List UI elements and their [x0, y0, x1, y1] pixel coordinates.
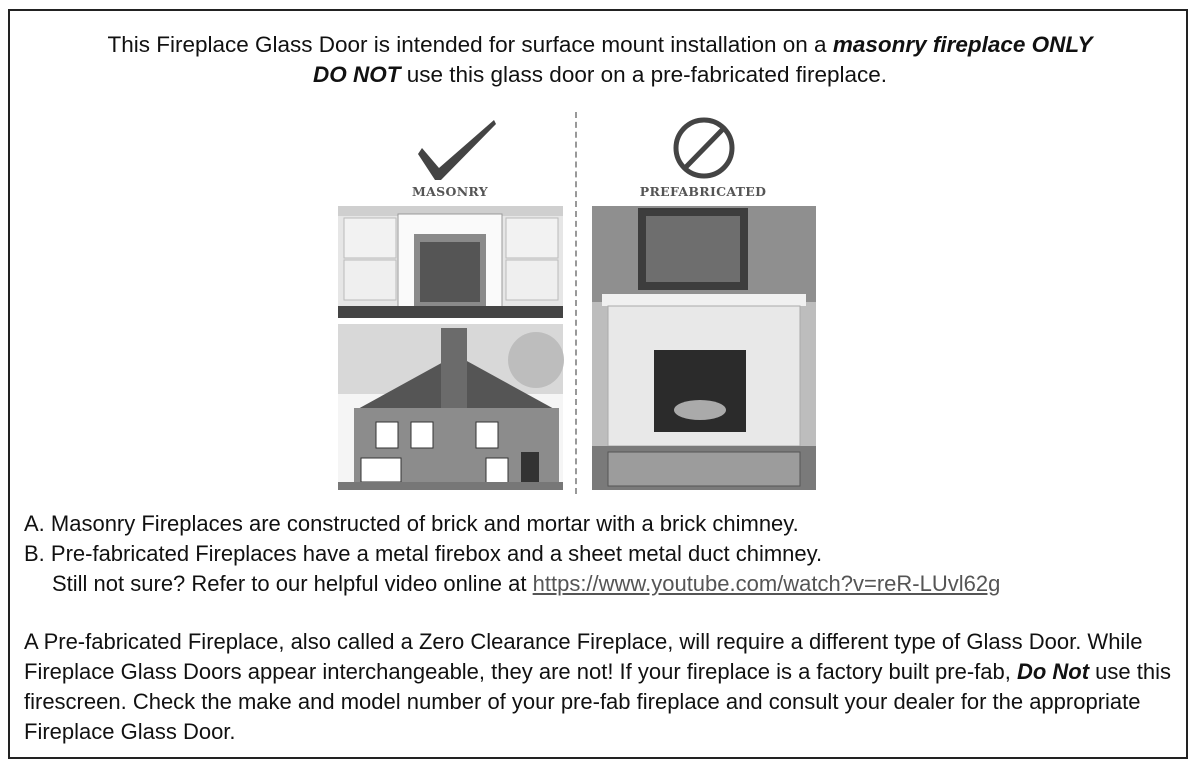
notice-line-2-text: use this glass door on a pre-fabricated fireplace. — [400, 62, 888, 87]
checkmark-icon — [418, 120, 496, 180]
paragraph-text-2: use this firescreen. Check the make and model number of your pre-fab fireplace and consult your dealer for the appropriate Fireplace Glass Door. — [24, 659, 1171, 744]
help-text: Still not sure? Refer to our helpful video online at — [52, 571, 533, 596]
prefab-fireplace-photo — [592, 206, 816, 490]
fireplace-types-list — [24, 509, 1000, 599]
notice-header — [0, 30, 1200, 90]
list-item-a: A. Masonry Fireplaces are constructed of brick and mortar with a brick chimney. — [24, 511, 799, 536]
prohibited-icon — [676, 120, 732, 176]
notice-line-1 — [0, 30, 1200, 60]
help-video-link[interactable]: https://www.youtube.com/watch?v=reR-LUvl62g — [532, 571, 1001, 596]
prefab-warning-paragraph — [24, 627, 1184, 747]
paragraph-text-1: A Pre-fabricated Fireplace, also called a Zero Clearance Fireplace, will require a different type of Glass Door. While Fireplace Glass Doors appear interchangeable, they are not! If your fireplace is a factory built pre-fab, — [24, 629, 1143, 684]
do-not-emphasis-2: Do Not — [1016, 659, 1090, 684]
notice-line-2 — [0, 60, 1200, 90]
help-line — [24, 569, 1000, 599]
prefabricated-caption: PREFABRICATED — [639, 184, 767, 199]
masonry-caption: MASONRY — [412, 184, 488, 199]
comparison-divider — [575, 112, 577, 494]
do-not-emphasis: DO NOT — [312, 62, 401, 87]
masonry-interior-photo — [338, 206, 563, 318]
list-item-b: B. Pre-fabricated Fireplaces have a metal firebox and a sheet metal duct chimney. — [24, 541, 823, 566]
masonry-house-photo — [338, 324, 564, 490]
notice-line-1-text: This Fireplace Glass Door is intended for surface mount installation on a — [107, 32, 833, 57]
comparison-figure — [336, 110, 820, 494]
masonry-only-emphasis: masonry fireplace ONLY — [832, 32, 1093, 57]
